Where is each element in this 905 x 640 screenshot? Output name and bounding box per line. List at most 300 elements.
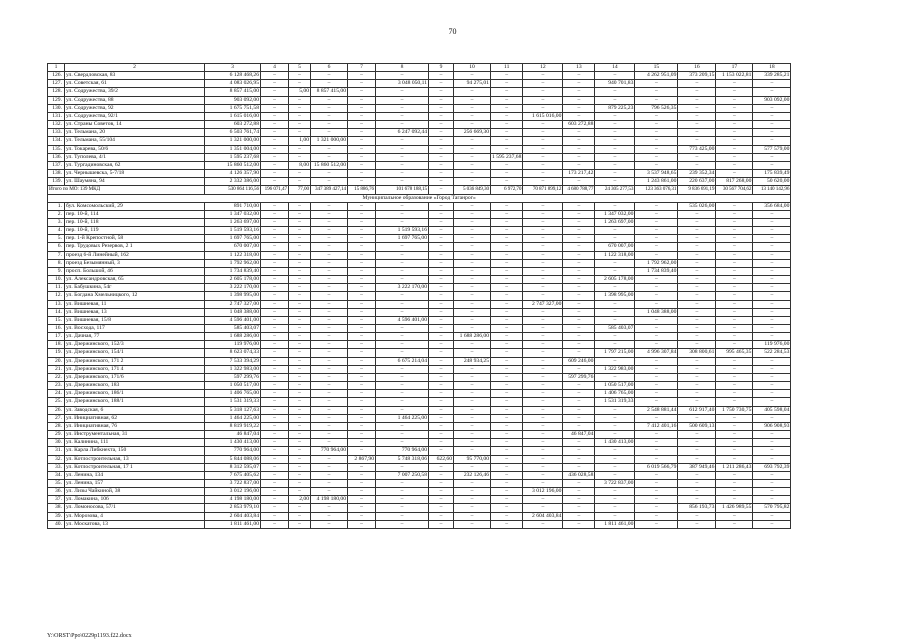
table-cell: – — [678, 259, 716, 267]
table-row — [48, 145, 791, 153]
table-cell: проезд Безымянный, 3 — [65, 259, 205, 267]
table-cell: – — [261, 390, 289, 398]
table-cell: – — [454, 251, 491, 259]
table-cell: – — [289, 259, 311, 267]
table-cell: – — [261, 227, 289, 235]
table-cell: – — [753, 259, 791, 267]
table-cell: – — [376, 121, 429, 129]
table-cell: – — [454, 145, 491, 153]
table-cell: – — [491, 308, 523, 316]
table-cell: – — [454, 96, 491, 104]
table-cell: – — [289, 447, 311, 455]
table-cell: – — [716, 121, 753, 129]
table-cell: – — [753, 325, 791, 333]
table-cell: – — [595, 406, 635, 414]
table-cell: 522 284,53 — [753, 349, 791, 357]
table-row — [48, 357, 791, 365]
table-cell: – — [348, 357, 376, 365]
table-cell: 119 976,00 — [205, 341, 261, 349]
table-cell: пер. Трудовых Резервов, 2 1 — [65, 243, 205, 251]
table-cell: – — [376, 373, 429, 381]
table-cell: 5 — [289, 64, 311, 72]
table-cell: – — [635, 431, 678, 439]
table-cell: – — [376, 479, 429, 487]
table-cell: 1 322 983,00 — [205, 365, 261, 373]
table-cell: – — [261, 431, 289, 439]
table-row — [48, 365, 791, 373]
table-cell: – — [678, 373, 716, 381]
table-cell: – — [454, 161, 491, 169]
table-cell: – — [289, 431, 311, 439]
table-cell: – — [376, 153, 429, 161]
table-cell: – — [523, 455, 563, 463]
table-cell: ул. Дзержинского, 188/1 — [65, 398, 205, 406]
table-cell: 1 519 593,16 — [376, 227, 429, 235]
table-row — [48, 210, 791, 218]
table-cell: 577 579,00 — [753, 145, 791, 153]
table-cell: – — [635, 439, 678, 447]
table-cell: – — [595, 170, 635, 178]
table-cell: ул. Содружества, 92 — [65, 104, 205, 112]
table-cell: – — [261, 308, 289, 316]
table-cell: – — [635, 80, 678, 88]
table-cell: 1 811 461,00 — [595, 520, 635, 528]
table-cell: 356 684,00 — [753, 202, 791, 210]
table-cell: – — [311, 104, 348, 112]
table-cell: – — [289, 463, 311, 471]
table-cell: – — [523, 227, 563, 235]
table-cell: – — [348, 235, 376, 243]
table-cell: – — [563, 88, 595, 96]
table-cell: 1 347 032,00 — [595, 210, 635, 218]
table-cell: – — [289, 284, 311, 292]
table-cell: 40. — [48, 520, 65, 528]
table-cell: – — [753, 316, 791, 324]
table-cell: 1 406 765,00 — [595, 390, 635, 398]
table-row — [48, 153, 791, 161]
table-cell: – — [716, 276, 753, 284]
table-cell: 2,00 — [289, 496, 311, 504]
table-cell: – — [454, 308, 491, 316]
table-cell: – — [635, 390, 678, 398]
table-cell: ул. Лизы Чайкиной, 38 — [65, 488, 205, 496]
table-cell: – — [429, 72, 454, 80]
table-cell: – — [753, 284, 791, 292]
table-cell: – — [348, 80, 376, 88]
table-cell: 940 701,83 — [595, 80, 635, 88]
table-cell: – — [261, 398, 289, 406]
table-cell: 1 122 318,00 — [205, 251, 261, 259]
table-cell: – — [376, 488, 429, 496]
table-cell: 16 — [678, 64, 716, 72]
table-cell: 1 153 022,81 — [716, 72, 753, 80]
table-cell: ул. Дачная, 77 — [65, 333, 205, 341]
table-cell: ул. Вишневая, 15/8 — [65, 316, 205, 324]
table-row — [48, 414, 791, 422]
table-cell: 773 425,00 — [678, 145, 716, 153]
table-cell: – — [311, 300, 348, 308]
table-cell: – — [348, 292, 376, 300]
table-cell: – — [491, 431, 523, 439]
table-cell: – — [563, 300, 595, 308]
table-cell: – — [348, 137, 376, 145]
table-row — [48, 504, 791, 512]
table-cell: 6 675 214,04 — [376, 357, 429, 365]
table-cell: ул. Карла Либкнехта, 150 — [65, 447, 205, 455]
table-cell: – — [491, 447, 523, 455]
table-cell: 133. — [48, 129, 65, 137]
table-cell: – — [491, 227, 523, 235]
table-cell: – — [678, 431, 716, 439]
table-cell: 2 605 178,00 — [595, 276, 635, 284]
table-cell: – — [348, 325, 376, 333]
table-cell: 3 222 170,00 — [205, 284, 261, 292]
table-cell: – — [563, 496, 595, 504]
table-cell: 8 312 595,07 — [205, 463, 261, 471]
table-cell: – — [595, 161, 635, 169]
table-cell: – — [261, 267, 289, 275]
table-cell: – — [429, 284, 454, 292]
table-cell: – — [523, 414, 563, 422]
table-cell: – — [376, 390, 429, 398]
table-cell: 3 537 948,65 — [635, 170, 678, 178]
table-cell: – — [429, 496, 454, 504]
table-cell: – — [491, 259, 523, 267]
table-cell: 15. — [48, 316, 65, 324]
table-cell: – — [491, 218, 523, 226]
table-cell: – — [348, 512, 376, 520]
table-cell: – — [753, 276, 791, 284]
table-cell: – — [348, 398, 376, 406]
table-cell: 597 299,76 — [205, 373, 261, 381]
table-cell: – — [595, 488, 635, 496]
table-cell: 33. — [48, 463, 65, 471]
table-cell: – — [289, 292, 311, 300]
table-cell: – — [429, 488, 454, 496]
table-cell: – — [454, 243, 491, 251]
table-cell: – — [289, 178, 311, 186]
table-cell: – — [348, 300, 376, 308]
table-cell: – — [454, 300, 491, 308]
table-cell: ул. Морозова, 4 — [65, 512, 205, 520]
table-cell: 32. — [48, 455, 65, 463]
table-cell: 405 598,04 — [753, 406, 791, 414]
table-cell: – — [289, 104, 311, 112]
table-cell: 128. — [48, 88, 65, 96]
table-cell: – — [563, 463, 595, 471]
table-cell: – — [311, 235, 348, 243]
table-row — [48, 447, 791, 455]
table-cell: 220 637,00 — [678, 178, 716, 186]
table-cell: – — [289, 316, 311, 324]
table-cell: 19. — [48, 349, 65, 357]
table-cell: – — [376, 422, 429, 430]
table-row — [48, 129, 791, 137]
table-cell: – — [753, 112, 791, 120]
table-cell: – — [563, 349, 595, 357]
table-cell: – — [753, 210, 791, 218]
table-cell: – — [635, 202, 678, 210]
table-row — [48, 276, 791, 284]
table-cell: 2 747 327,00 — [205, 300, 261, 308]
table-cell: – — [348, 463, 376, 471]
table-cell: – — [491, 96, 523, 104]
table-cell: – — [563, 202, 595, 210]
table-cell: – — [635, 520, 678, 528]
table-cell: – — [376, 463, 429, 471]
table-cell: – — [753, 121, 791, 129]
table-cell: – — [491, 251, 523, 259]
table-cell: – — [348, 96, 376, 104]
table-cell: 6 972,70 — [491, 186, 523, 194]
table-cell: – — [454, 349, 491, 357]
table-cell: – — [753, 439, 791, 447]
table-cell: – — [376, 382, 429, 390]
table-cell: – — [523, 463, 563, 471]
table-cell: – — [491, 72, 523, 80]
table-cell: – — [523, 96, 563, 104]
table-cell: – — [261, 325, 289, 333]
table-cell: – — [429, 333, 454, 341]
table-cell: 2 747 327,00 — [523, 300, 563, 308]
table-cell: – — [491, 455, 523, 463]
table-cell: – — [289, 455, 311, 463]
table-cell: – — [678, 243, 716, 251]
table-cell: – — [753, 218, 791, 226]
table-cell: – — [716, 439, 753, 447]
table-cell: – — [523, 520, 563, 528]
table-cell: – — [563, 153, 595, 161]
table-cell: – — [595, 496, 635, 504]
table-cell: – — [491, 145, 523, 153]
table-cell: – — [563, 227, 595, 235]
table-cell: 597 299,76 — [563, 373, 595, 381]
table-row — [48, 439, 791, 447]
table-cell: – — [261, 161, 289, 169]
table-cell: 2 — [65, 64, 205, 72]
table-cell: 1 122 318,00 — [595, 251, 635, 259]
table-cell: – — [595, 259, 635, 267]
table-cell: – — [454, 112, 491, 120]
table-cell: 2 853 979,10 — [205, 504, 261, 512]
table-cell: – — [261, 259, 289, 267]
table-row — [48, 512, 791, 520]
table-cell: ул. Тельмана, 20 — [65, 129, 205, 137]
table-cell: – — [716, 308, 753, 316]
table-cell: – — [678, 496, 716, 504]
table-cell: ул. Котлостроительная, 17 1 — [65, 463, 205, 471]
table-cell: 347 389 427,14 — [311, 186, 348, 194]
table-cell: ул. Свердловская, 83 — [65, 72, 205, 80]
header-row — [48, 64, 791, 72]
table-cell: – — [311, 178, 348, 186]
table-cell: – — [491, 292, 523, 300]
table-cell: 6. — [48, 243, 65, 251]
table-cell: – — [454, 259, 491, 267]
table-cell: 1 398 995,00 — [205, 292, 261, 300]
table-cell: – — [376, 512, 429, 520]
table-cell: – — [454, 447, 491, 455]
table-cell: 1 734 839,40 — [635, 267, 678, 275]
table-cell: – — [563, 333, 595, 341]
table-cell: – — [635, 447, 678, 455]
table-cell: 1 321 000,00 — [205, 137, 261, 145]
table-cell: – — [523, 129, 563, 137]
table-cell: 585 403,07 — [595, 325, 635, 333]
table-cell: 1 675 751,58 — [205, 104, 261, 112]
table-cell: – — [678, 96, 716, 104]
table-cell: – — [429, 145, 454, 153]
table-cell: – — [595, 373, 635, 381]
table-cell: – — [429, 112, 454, 120]
table-cell: – — [261, 137, 289, 145]
table-cell: – — [348, 504, 376, 512]
table-cell: – — [429, 325, 454, 333]
table-cell: – — [311, 129, 348, 137]
table-cell: – — [635, 333, 678, 341]
table-cell: – — [261, 357, 289, 365]
table-cell: – — [563, 235, 595, 243]
table-cell: 770 964,00 — [205, 447, 261, 455]
table-cell: – — [523, 316, 563, 324]
table-cell: – — [753, 373, 791, 381]
table-cell: – — [348, 202, 376, 210]
table-cell: 256 669,30 — [454, 129, 491, 137]
table-cell: – — [716, 96, 753, 104]
table-cell: – — [289, 365, 311, 373]
table-cell: – — [563, 218, 595, 226]
table-cell: – — [678, 447, 716, 455]
table-cell: – — [429, 80, 454, 88]
table-cell: – — [429, 186, 454, 194]
table-cell: – — [563, 520, 595, 528]
table-cell: – — [635, 414, 678, 422]
table-cell: – — [716, 325, 753, 333]
table-cell: – — [635, 325, 678, 333]
table-cell: – — [595, 178, 635, 186]
table-cell: – — [348, 259, 376, 267]
table-row — [48, 333, 791, 341]
table-cell: – — [311, 479, 348, 487]
table-cell: – — [491, 235, 523, 243]
table-cell: – — [261, 455, 289, 463]
table-cell: – — [753, 455, 791, 463]
table-cell: – — [523, 80, 563, 88]
table-cell: – — [376, 88, 429, 96]
table-cell: – — [429, 259, 454, 267]
table-cell: – — [491, 333, 523, 341]
table-cell: 1 688 286,00 — [454, 333, 491, 341]
table-cell: 1 050 517,00 — [205, 382, 261, 390]
table-cell: 2 548 881,44 — [635, 406, 678, 414]
table-cell: – — [635, 284, 678, 292]
table-cell: бул. Комсомольский, 29 — [65, 202, 205, 210]
table-cell: – — [635, 316, 678, 324]
table-cell: 1 321 000,00 — [311, 137, 348, 145]
table-cell: – — [289, 210, 311, 218]
table-cell: ул. Тургадиновская, 62 — [65, 161, 205, 169]
table-cell: – — [635, 243, 678, 251]
table-cell: – — [289, 512, 311, 520]
table-cell: – — [595, 129, 635, 137]
table-cell: – — [678, 112, 716, 120]
table-cell: – — [376, 202, 429, 210]
table-cell: – — [289, 333, 311, 341]
table-cell: – — [261, 504, 289, 512]
table-cell: 4 596 401,00 — [205, 316, 261, 324]
table-cell: – — [429, 422, 454, 430]
page-number: 70 — [448, 27, 457, 36]
table-cell: 136. — [48, 153, 65, 161]
table-cell: 2 604 403,84 — [523, 512, 563, 520]
table-cell: – — [261, 170, 289, 178]
table-cell: – — [635, 276, 678, 284]
table-cell: – — [595, 235, 635, 243]
table-cell: – — [311, 243, 348, 251]
table-cell: – — [348, 471, 376, 479]
table-cell: ул. Вишневая, 13 — [65, 308, 205, 316]
table-cell: – — [595, 267, 635, 275]
table-cell: 1 531 319,33 — [205, 398, 261, 406]
table-cell: – — [523, 284, 563, 292]
table-cell: 770 964,00 — [376, 447, 429, 455]
table-cell: 4 083 026,95 — [205, 80, 261, 88]
table-cell: – — [261, 463, 289, 471]
table-cell: 891 710,00 — [205, 202, 261, 210]
table-cell: – — [716, 218, 753, 226]
table-row — [48, 72, 791, 80]
table-cell: – — [753, 447, 791, 455]
table-cell: – — [595, 512, 635, 520]
table-cell: ул. Страны Советов, 14 — [65, 121, 205, 129]
table-cell: – — [753, 512, 791, 520]
table-cell: – — [289, 145, 311, 153]
table-cell: – — [348, 104, 376, 112]
table-cell: – — [454, 178, 491, 186]
table-cell: 2 605 178,00 — [205, 276, 261, 284]
table-cell: – — [454, 72, 491, 80]
table-cell: – — [716, 227, 753, 235]
table-cell: – — [311, 390, 348, 398]
table-cell: 1 697 765,00 — [205, 235, 261, 243]
table-cell: – — [289, 439, 311, 447]
table-cell: 30. — [48, 439, 65, 447]
table-cell: – — [635, 161, 678, 169]
table-cell: – — [753, 161, 791, 169]
table-cell: – — [348, 431, 376, 439]
table-cell: – — [289, 72, 311, 80]
table-cell: 5 036 849,30 — [454, 186, 491, 194]
table-cell: 1 — [48, 64, 65, 72]
table-cell: – — [311, 227, 348, 235]
table-cell: – — [348, 439, 376, 447]
table-row — [48, 235, 791, 243]
table-cell: 670 007,00 — [205, 243, 261, 251]
table-cell: – — [635, 153, 678, 161]
table-cell: – — [595, 96, 635, 104]
table-cell: ул. Александровская, 65 — [65, 276, 205, 284]
table-cell: – — [563, 512, 595, 520]
table-cell: – — [261, 406, 289, 414]
table-cell: 3 722 837,00 — [205, 479, 261, 487]
table-cell: 4 126 357,90 — [205, 170, 261, 178]
table-cell: – — [376, 112, 429, 120]
table-cell: 1 792 962,00 — [205, 259, 261, 267]
table-cell: – — [289, 398, 311, 406]
table-cell: – — [376, 178, 429, 186]
table-cell: – — [635, 398, 678, 406]
table-cell: 436 028,58 — [563, 471, 595, 479]
